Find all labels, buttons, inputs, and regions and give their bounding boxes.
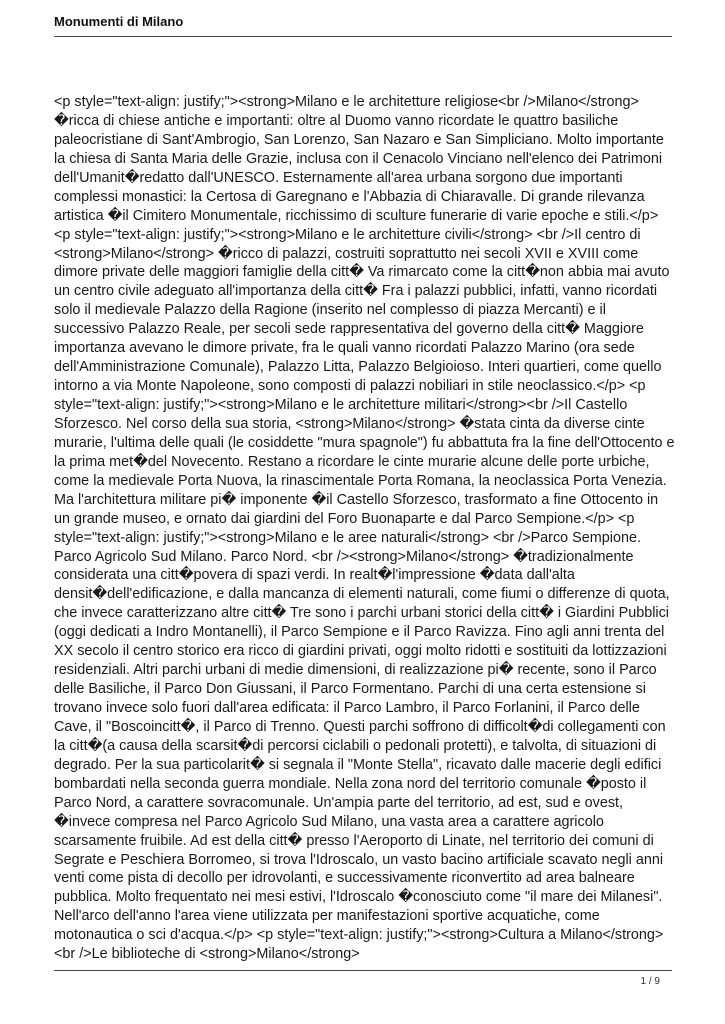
page-header (54, 14, 672, 37)
page-footer (54, 970, 672, 989)
document-title: Monumenti di Milano (54, 14, 184, 29)
page-number: 1 / 9 (640, 976, 660, 987)
document-body-text: <p style="text-align: justify;"><strong>Milano e le architetture religiose<br />Milano</strong> �ricca di chiese antiche e importanti: oltre al Duomo vanno ricordate le quattro basiliche paleocristiane di Sant'Ambrogio, San Lorenzo, San Nazaro e San Simpliciano. Molto importante la chiesa di Santa Maria delle Grazie, inclusa con il Cenacolo Vinciano nell'elenco dei Patrimoni dell'Umanit�redatto dall'UNESCO. Esternamente all'area urbana sorgono due importanti complessi monastici: la Certosa di Garegnano e l'Abbazia di Chiaravalle. Di grande rilevanza artistica �il Cimitero Monumentale, ricchissimo di sculture funerarie di varie epoche e stili.</p> <p style="text-align: justify;"><strong>Milano e le architetture civili</strong> <br />Il centro di <strong>Milano</strong> �ricco di palazzi, costruiti soprattutto nei secoli XVII e XVIII come dimore private delle maggiori famiglie della citt� Va rimarcato come la citt�non abbia mai avuto un centro civile adeguato all'importanza della citt� Fra i palazzi pubblici, infatti, vanno ricordati solo il medievale Palazzo della Ragione (inserito nel complesso di piazza Mercanti) e il successivo Palazzo Reale, per secoli sede rappresentativa del governo della citt� Maggiore importanza avevano le dimore private, fra le quali vanno ricordati Palazzo Marino (ora sede dell'Amministrazione Comunale), Palazzo Litta, Palazzo Belgioioso. Interi quartieri, come quello intorno a via Monte Napoleone, sono composti di palazzi nobiliari in stile neoclassico.</p> <p style="text-align: justify;"><strong>Milano e le architetture militari</strong><br />Il Castello Sforzesco. Nel corso della sua storia, <strong>Milano</strong> �stata cinta da diverse cinte murarie, l'ultima delle quali (le cosiddette "mura spagnole") fu abbattuta fra la fine dell'Ottocento e la prima met�del Novecento. Restano a ricordare le cinte murarie alcune delle porte urbiche, come la medievale Porta Nuova, la rinascimentale Porta Romana, la neoclassica Porta Venezia. Ma l'architettura militare pi� imponente �il Castello Sforzesco, trasformato a fine Ottocento in un grande museo, e ornato dai giardini del Foro Buonaparte e dal Parco Sempione.</p> <p style="text-align: justify;"><strong>Milano e le aree naturali</strong> <br />Parco Sempione. Parco Agricolo Sud Milano. Parco Nord. <br /><strong>Milano</strong> �tradizionalmente considerata una citt�povera di spazi verdi. In realt�l'impressione �data dall'alta densit�dell'edificazione, e dalla mancanza di elementi naturali, come fiumi o differenze di quota, che invece caratterizzano altre citt� Tre sono i parchi urbani storici della citt� i Giardini Pubblici (oggi dedicati a Indro Montanelli), il Parco Sempione e il Parco Ravizza. Fino agli anni trenta del XX secolo il centro storico era ricco di giardini privati, oggi molto ridotti e sostituiti da lottizzazioni residenziali. Altri parchi urbani di medie dimensioni, di realizzazione pi� recente, sono il Parco delle Basiliche, il Parco Don Giussani, il Parco Formentano. Parchi di una certa estensione si trovano invece solo fuori dall'area edificata: il Parco Lambro, il Parco Forlanini, il Parco delle Cave, il "Boscoincitt�, il Parco di Trenno. Questi parchi soffrono di difficolt�di collegamenti con la citt�(a causa della scarsit�di percorsi ciclabili o pedonali protetti), e talvolta, di situazioni di degrado. Per la sua particolarit� si segnala il "Monte Stella", ricavato dalle macerie degli edifici bombardati nella seconda guerra mondiale. Nella zona nord del territorio comunale �posto il Parco Nord, a carattere sovracomunale. Un'ampia parte del territorio, ad est, sud e ovest, �invece compresa nel Parco Agricolo Sud Milano, una vasta area a carattere agricolo scarsamente fruibile. Ad est della citt� presso l'Aeroporto di Linate, nel territorio dei comuni di Segrate e Peschiera Borromeo, si trova l'Idroscalo, un vasto bacino artificiale scavato negli anni venti come pista di decollo per idrovolanti, e successivamente riconvertito ad area balneare pubblica. Molto frequentato nei mesi estivi, l'Idroscalo �conosciuto come "il mare dei Milanesi". Nell'arco dell'anno l'area viene utilizzata per manifestazioni sportive acquatiche, come motonautica o sci d'acqua.</p> <p style="text-align: justify;"><strong>Cultura a Milano</strong> <br />Le biblioteche di <strong>Milano</strong> (54, 94, 675, 963)
